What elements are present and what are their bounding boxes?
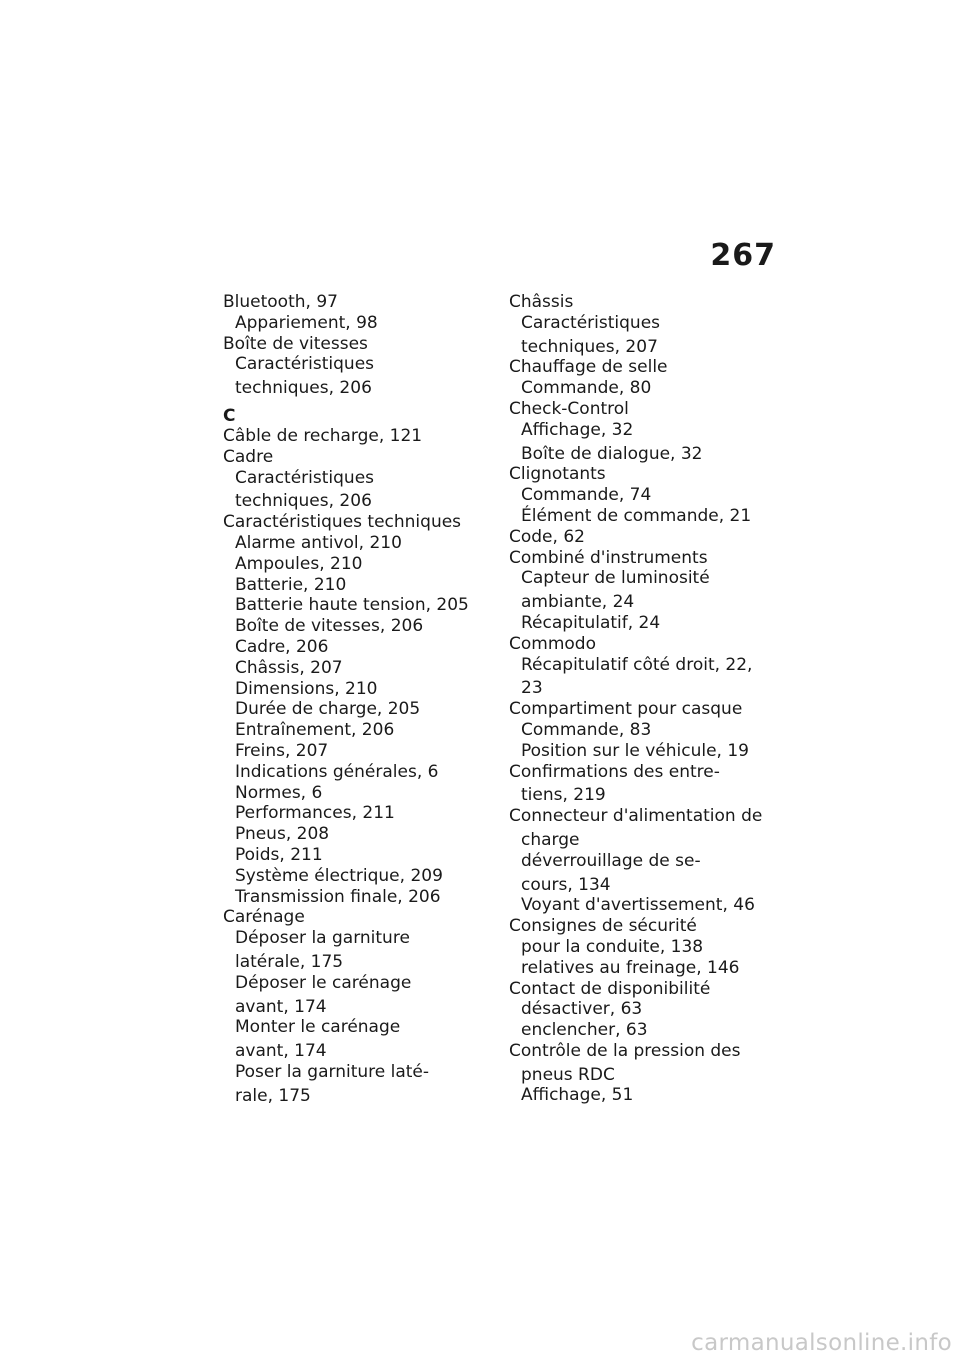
index-entry: Consignes de sécurité bbox=[509, 916, 697, 937]
index-subentry: Cadre, 206 bbox=[235, 636, 329, 657]
index-entry: Contact de disponibilité bbox=[509, 978, 711, 999]
index-entry: Commodo bbox=[509, 633, 596, 654]
index-subentry: Boîte de vitesses, 206 bbox=[235, 616, 424, 637]
index-subentry-continuation: techniques, 206 bbox=[235, 491, 372, 512]
index-subentry: Récapitulatif côté droit, 22, bbox=[521, 654, 753, 675]
index-subentry-continuation: avant, 174 bbox=[235, 1041, 327, 1062]
index-entry: Chauffage de selle bbox=[509, 357, 668, 378]
index-subentry: Poser la garniture laté- bbox=[235, 1061, 430, 1082]
index-entry: Câble de recharge, 121 bbox=[223, 425, 423, 446]
index-entry-continuation: charge bbox=[521, 829, 580, 850]
index-subentry: Batterie haute tension, 205 bbox=[235, 595, 469, 616]
index-subentry: Système électrique, 209 bbox=[235, 865, 443, 886]
index-entry-continuation: tiens, 219 bbox=[521, 785, 606, 806]
index-subentry: Caractéristiques bbox=[521, 312, 661, 333]
index-subentry-continuation: avant, 174 bbox=[235, 996, 327, 1017]
index-subentry: Récapitulatif, 24 bbox=[521, 612, 661, 633]
index-subentry-continuation: rale, 175 bbox=[235, 1085, 311, 1106]
index-subentry-continuation: latérale, 175 bbox=[235, 951, 344, 972]
index-entry: Compartiment pour casque bbox=[509, 699, 743, 720]
index-subentry: Poids, 211 bbox=[235, 844, 323, 865]
index-subentry-continuation: techniques, 207 bbox=[521, 336, 658, 357]
index-entry: Boîte de vitesses bbox=[223, 333, 368, 354]
index-entry-continuation: pneus RDC bbox=[521, 1064, 615, 1085]
index-subentry: Appariement, 98 bbox=[235, 312, 378, 333]
index-subentry: Capteur de luminosité bbox=[521, 568, 710, 589]
page-number: 267 bbox=[710, 238, 776, 273]
index-entry: Combiné d'instruments bbox=[509, 547, 708, 568]
index-subentry: Déposer la garniture bbox=[235, 928, 410, 949]
index-subentry: Freins, 207 bbox=[235, 740, 329, 761]
index-subentry: Boîte de dialogue, 32 bbox=[521, 443, 703, 464]
index-subentry: Ampoules, 210 bbox=[235, 553, 363, 574]
index-subentry: Indications générales, 6 bbox=[235, 761, 439, 782]
index-subentry: Entraînement, 206 bbox=[235, 720, 395, 741]
index-entry: Check-Control bbox=[509, 398, 629, 419]
index-subentry: Caractéristiques bbox=[235, 467, 375, 488]
index-subentry-continuation: 23 bbox=[521, 678, 543, 699]
index-subentry: Monter le carénage bbox=[235, 1017, 401, 1038]
index-subentry: Performances, 211 bbox=[235, 803, 395, 824]
index-subentry: Commande, 74 bbox=[521, 485, 652, 506]
index-subentry: Pneus, 208 bbox=[235, 824, 330, 845]
index-subentry-continuation: techniques, 206 bbox=[235, 378, 372, 399]
index-subentry: Déposer le carénage bbox=[235, 972, 412, 993]
index-entry: Cadre bbox=[223, 446, 274, 467]
index-subentry-continuation: cours, 134 bbox=[521, 874, 611, 895]
index-entry: Caractéristiques techniques bbox=[223, 512, 462, 533]
index-subentry: Châssis, 207 bbox=[235, 657, 343, 678]
index-subentry: désactiver, 63 bbox=[521, 999, 643, 1020]
index-column-right bbox=[509, 292, 779, 1106]
index-subentry: Normes, 6 bbox=[235, 782, 323, 803]
index-subentry: Alarme antivol, 210 bbox=[235, 532, 402, 553]
index-subentry: relatives au freinage, 146 bbox=[521, 957, 740, 978]
index-subentry: Caractéristiques bbox=[235, 354, 375, 375]
index-subentry: Affichage, 51 bbox=[521, 1085, 634, 1106]
index-subentry: Affichage, 32 bbox=[521, 419, 634, 440]
index-entry: Contrôle de la pression des bbox=[509, 1040, 741, 1061]
index-subentry: Élément de commande, 21 bbox=[521, 505, 752, 526]
index-subentry-continuation: ambiante, 24 bbox=[521, 592, 635, 613]
index-subentry: Voyant d'avertissement, 46 bbox=[521, 895, 755, 916]
index-subentry: Commande, 80 bbox=[521, 378, 652, 399]
index-entry: Châssis bbox=[509, 292, 574, 312]
index-subentry: Dimensions, 210 bbox=[235, 678, 378, 699]
index-column-left bbox=[223, 292, 483, 1106]
index-entry: Confirmations des entre- bbox=[509, 761, 720, 782]
index-subentry: Position sur le véhicule, 19 bbox=[521, 740, 749, 761]
index-subentry: Commande, 83 bbox=[521, 719, 652, 740]
watermark: carmanualsonline.info bbox=[691, 1330, 952, 1356]
index-subentry: enclencher, 63 bbox=[521, 1020, 648, 1041]
section-letter-heading: C bbox=[223, 405, 236, 426]
index-subentry: déverrouillage de se- bbox=[521, 850, 701, 871]
index-subentry: Transmission finale, 206 bbox=[235, 886, 441, 907]
index-entry: Code, 62 bbox=[509, 526, 585, 547]
index-subentry: pour la conduite, 138 bbox=[521, 936, 704, 957]
index-entry: Carénage bbox=[223, 907, 305, 928]
index-subentry: Batterie, 210 bbox=[235, 574, 347, 595]
index-entry: Connecteur d'alimentation de bbox=[509, 806, 763, 827]
index-subentry: Durée de charge, 205 bbox=[235, 699, 421, 720]
index-entry: Clignotants bbox=[509, 464, 606, 485]
index-entry: Bluetooth, 97 bbox=[223, 292, 338, 312]
